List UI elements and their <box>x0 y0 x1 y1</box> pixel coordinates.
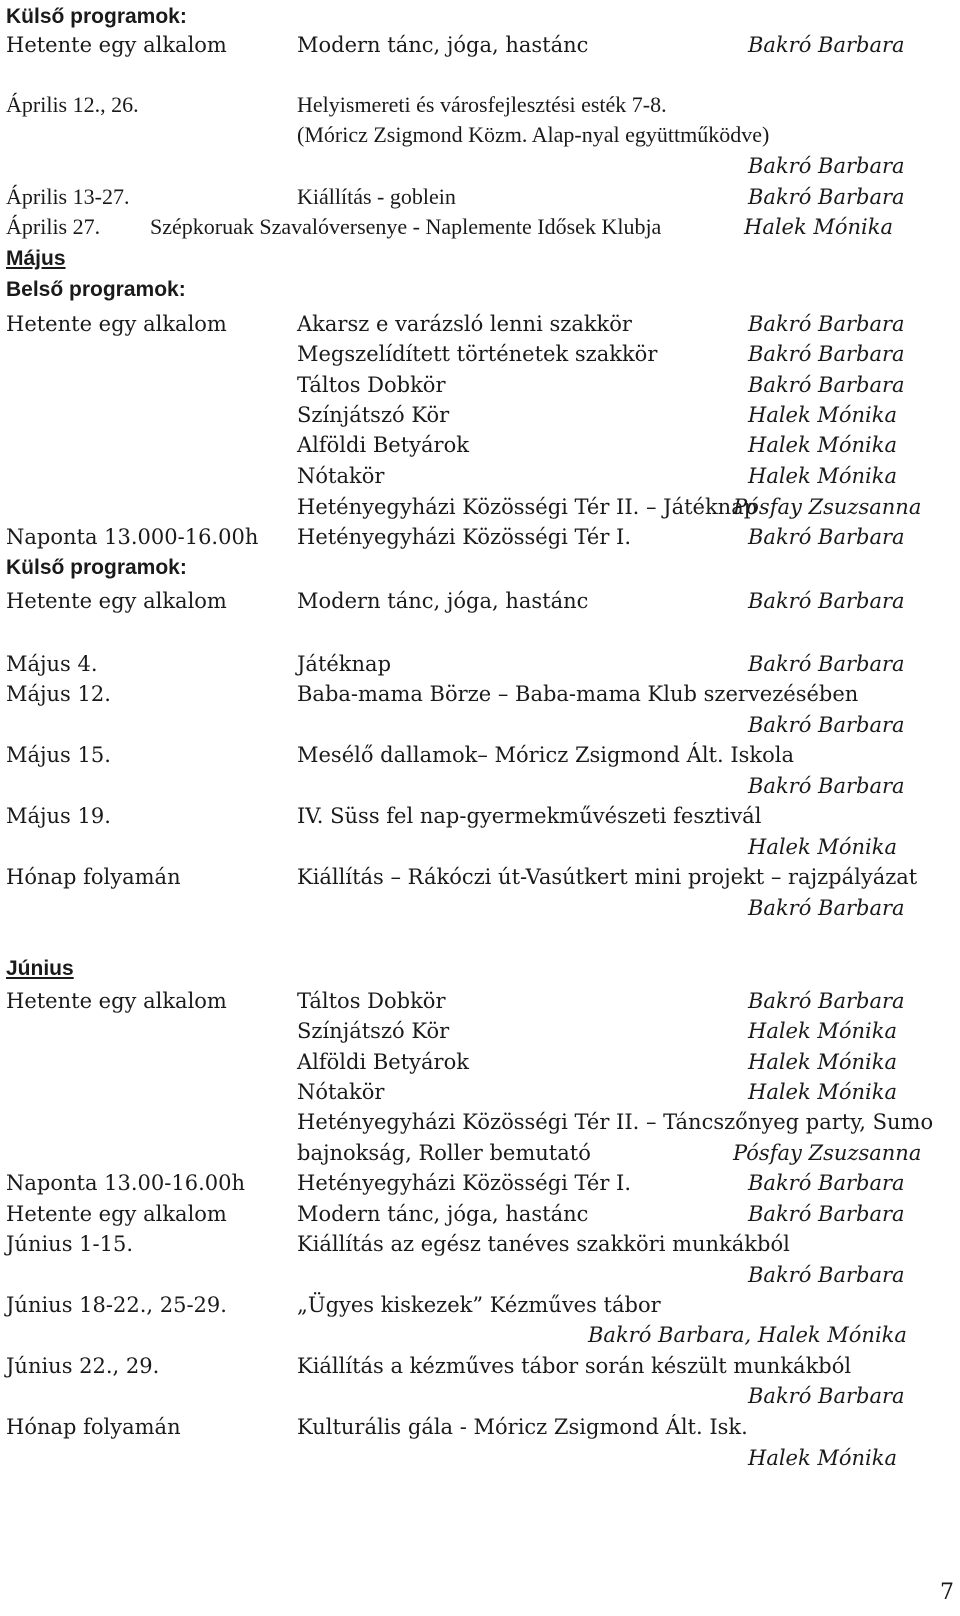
row-who: Bakró Barbara <box>748 713 905 737</box>
row-what: Nótakör <box>297 1080 385 1104</box>
row-who: Bakró Barbara, Halek Mónika <box>588 1323 907 1347</box>
row-when: Hónap folyamán <box>6 865 181 889</box>
row-when: Hetente egy alkalom <box>6 989 227 1013</box>
row-what: IV. Süss fel nap-gyermekművészeti fesztivál <box>297 804 762 828</box>
row-when: Május 12. <box>6 682 111 706</box>
row-who: Bakró Barbara <box>748 154 905 178</box>
section-heading-belso: Belső programok: <box>6 278 186 301</box>
row-what: Szépkoruak Szavalóversenye - Naplemente Idősek Klubja <box>150 214 662 239</box>
row-who: Bakró Barbara <box>748 1384 905 1408</box>
row-what: Hetényegyházi Közösségi Tér I. <box>297 1171 632 1195</box>
row-who: Halek Mónika <box>748 433 898 457</box>
row-what-continued: (Móricz Zsigmond Közm. Alap-nyal együttműködve) <box>297 122 770 147</box>
row-who: Pósfay Zsuzsanna <box>733 495 922 519</box>
row-what: Táltos Dobkör <box>297 989 446 1013</box>
row-what: Nótakör <box>297 464 385 488</box>
row-who: Halek Mónika <box>748 1019 898 1043</box>
row-when: Hetente egy alkalom <box>6 33 227 57</box>
row-what: Kiállítás – Rákóczi út-Vasútkert mini projekt – rajzpályázat <box>297 865 918 889</box>
row-what: Hetényegyházi Közösségi Tér II. – Játéknap <box>297 495 758 519</box>
row-what: Akarsz e varázsló lenni szakkör <box>297 312 632 336</box>
row-when: Naponta 13.00-16.00h <box>6 1171 245 1195</box>
row-what: Kiállítás a kézműves tábor során készült munkákból <box>297 1354 852 1378</box>
row-what: Modern tánc, jóga, hastánc <box>297 589 589 613</box>
row-what: Hetényegyházi Közösségi Tér I. <box>297 525 632 549</box>
row-who: Halek Mónika <box>748 1446 898 1470</box>
row-when: Április 13-27. <box>6 184 130 209</box>
row-who: Bakró Barbara <box>748 373 905 397</box>
row-when: Június 22., 29. <box>6 1354 160 1378</box>
row-who: Bakró Barbara <box>748 342 905 366</box>
row-who: Bakró Barbara <box>748 33 905 57</box>
row-who: Bakró Barbara <box>748 525 905 549</box>
row-what: Kiállítás - goblein <box>297 184 456 209</box>
row-what: Hetényegyházi Közösségi Tér II. – Táncszőnyeg party, Sumo <box>297 1110 934 1134</box>
row-what: Kulturális gála - Móricz Zsigmond Ált. Isk. <box>297 1415 748 1439</box>
row-who: Bakró Barbara <box>748 652 905 676</box>
row-who: Bakró Barbara <box>748 312 905 336</box>
row-what: Modern tánc, jóga, hastánc <box>297 33 589 57</box>
row-who: Bakró Barbara <box>748 1171 905 1195</box>
row-what: Kiállítás az egész tanéves szakköri munkákból <box>297 1232 790 1256</box>
month-heading-majus: Május <box>6 247 66 270</box>
row-what: Megszelídített történetek szakkör <box>297 342 658 366</box>
row-what: Mesélő dallamok– Móricz Zsigmond Ált. Iskola <box>297 743 795 767</box>
row-what: Színjátszó Kör <box>297 403 450 427</box>
row-who: Halek Mónika <box>744 215 894 239</box>
row-when: Május 4. <box>6 652 98 676</box>
row-when: Naponta 13.000-16.00h <box>6 525 259 549</box>
row-what: „Ügyes kiskezek” Kézműves tábor <box>297 1293 661 1317</box>
row-who: Halek Mónika <box>748 1050 898 1074</box>
row-when: Hetente egy alkalom <box>6 1202 227 1226</box>
row-who: Pósfay Zsuzsanna <box>733 1141 922 1165</box>
row-when: Június 1-15. <box>6 1232 134 1256</box>
row-what: Színjátszó Kör <box>297 1019 450 1043</box>
row-what: Helyismereti és városfejlesztési esték 7-8. <box>297 92 667 117</box>
month-heading-junius: Június <box>6 957 74 980</box>
row-what: Játéknap <box>297 652 392 676</box>
row-what-continued: bajnokság, Roller bemutató <box>297 1141 591 1165</box>
row-when: Hónap folyamán <box>6 1415 181 1439</box>
row-when: Április 27. <box>6 214 101 239</box>
row-what: Táltos Dobkör <box>297 373 446 397</box>
row-who: Bakró Barbara <box>748 1202 905 1226</box>
section-heading-kulso: Külső programok: <box>6 556 187 579</box>
row-who: Halek Mónika <box>748 403 898 427</box>
row-who: Bakró Barbara <box>748 185 905 209</box>
row-who: Halek Mónika <box>748 464 898 488</box>
row-who: Bakró Barbara <box>748 774 905 798</box>
row-who: Halek Mónika <box>748 835 898 859</box>
row-when: Június 18-22., 25-29. <box>6 1293 227 1317</box>
section-heading-kulso: Külső programok: <box>6 5 187 28</box>
row-when: Hetente egy alkalom <box>6 312 227 336</box>
row-what: Modern tánc, jóga, hastánc <box>297 1202 589 1226</box>
page-number: 7 <box>940 1580 954 1605</box>
row-what: Baba-mama Börze – Baba-mama Klub szervezésében <box>297 682 859 706</box>
row-who: Bakró Barbara <box>748 589 905 613</box>
row-when: Május 19. <box>6 804 111 828</box>
row-when: Május 15. <box>6 743 111 767</box>
row-what: Alföldi Betyárok <box>297 433 469 457</box>
row-who: Bakró Barbara <box>748 1263 905 1287</box>
row-who: Halek Mónika <box>748 1080 898 1104</box>
row-who: Bakró Barbara <box>748 989 905 1013</box>
row-what: Alföldi Betyárok <box>297 1050 469 1074</box>
row-when: Hetente egy alkalom <box>6 589 227 613</box>
row-when: Április 12., 26. <box>6 92 139 117</box>
row-who: Bakró Barbara <box>748 896 905 920</box>
